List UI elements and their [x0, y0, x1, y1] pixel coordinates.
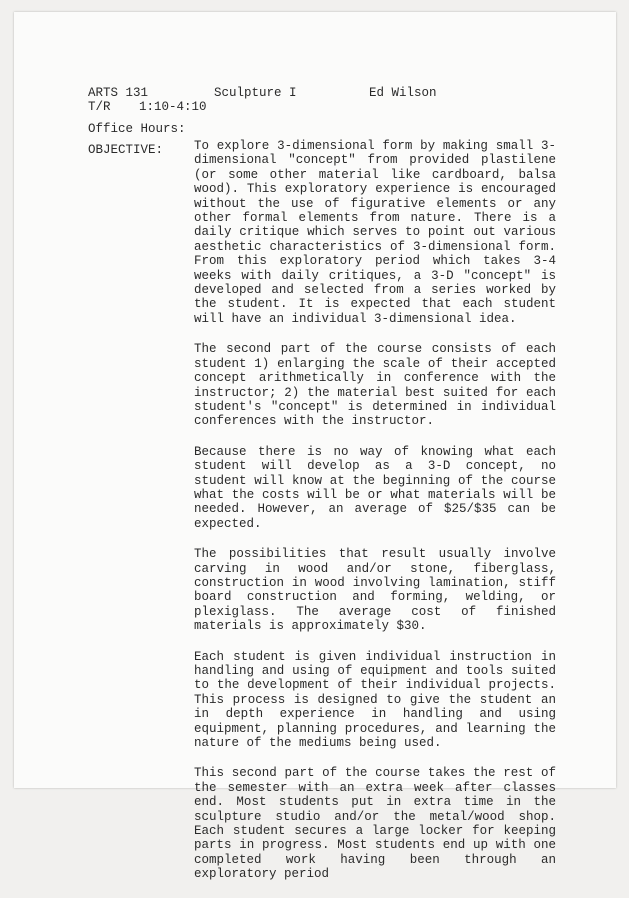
paragraph-5: Each student is given individual instruction in handling and using of equipment and tools suited to the development of their individual projects. This process is designed to give the student an in depth experience in handling and using equipment, planning procedures, and learning the nature of the mediums being used.	[194, 649, 556, 751]
class-days: T/R	[88, 100, 111, 114]
objective-label: OBJECTIVE:	[88, 143, 164, 157]
paragraph-6: This second part of the course takes the rest of the semester with an extra week after classes end. Most students put in extra time in the sculpture studio and/or the metal/wood shop. Each student secures a large locker for keeping parts in progress. Most students end up with one completed work having been through an exploratory period	[194, 766, 556, 882]
paragraph-2: The second part of the course consists of each student 1) enlarging the scale of their accepted concept arithmetically in conference with the instructor; 2) the material best suited for each student's "concept" is determined in individual conferences with the instructor.	[194, 342, 556, 429]
course-code: ARTS 131	[88, 86, 149, 100]
instructor-name: Ed Wilson	[369, 86, 437, 100]
office-hours-label: Office Hours:	[88, 122, 186, 136]
course-title: Sculpture I	[214, 86, 297, 100]
objective-body	[194, 139, 556, 898]
class-time: 1:10-4:10	[139, 100, 207, 114]
paragraph-4: The possibilities that result usually involve carving in wood and/or stone, fiberglass, construction in wood involving lamination, stiff board construction and forming, welding, or plexiglass. The average cost of finished materials is approximately $30.	[194, 547, 556, 634]
paragraph-1: To explore 3-dimensional form by making small 3-dimensional "concept" from provided plastilene (or some other material like cardboard, balsa wood). This exploratory experience is encouraged without the use of figurative elements or any other formal elements from nature. There is a daily critique which serves to point out various aesthetic characteristics of 3-dimensional form. From this exploratory period which takes 3-4 weeks with daily critiques, a 3-D "concept" is developed and selected from a series worked by the student. It is expected that each student will have an individual 3-dimensional idea.	[194, 139, 556, 326]
paragraph-3: Because there is no way of knowing what each student will develop as a 3-D concept, no student will know at the beginning of the course what the costs will be or what materials will be needed. However, an average of $25/$35 can be expected.	[194, 444, 556, 531]
document-page	[14, 12, 616, 882]
